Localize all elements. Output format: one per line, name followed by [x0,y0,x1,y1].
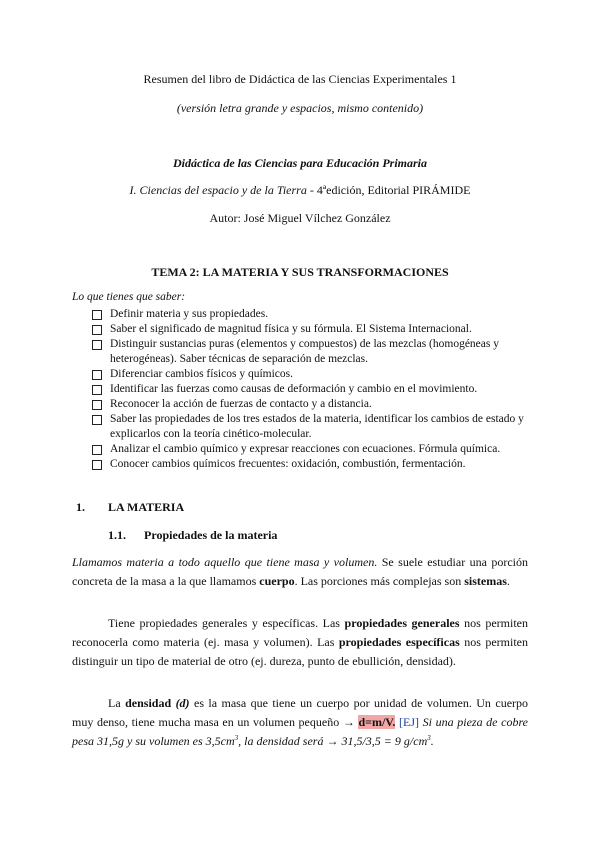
tema-title: TEMA 2: LA MATERIA Y SUS TRANSFORMACIONES [151,265,449,279]
subsection-number: 1.1. [108,528,126,542]
checklist-item [92,442,532,457]
example-sup-2: 3 [427,734,431,742]
para2-text-c: nos permiten distinguir un tipo de material de otro (ej. dureza, punto de ebullición, densidad). [72,635,528,668]
book-subtitle-rest: - 4ªedición, Editorial PIRÁMIDE [306,183,471,197]
checklist-item [92,307,532,322]
para1-text-c: . [506,574,510,588]
para2-bold-a: propiedades generales [344,616,460,630]
checklist-item [92,397,532,412]
book-subtitle-italic: I. Ciencias del espacio y de la Tierra [129,183,307,197]
checklist-item [92,412,532,442]
header-line-2: (versión letra grande y espacios, mismo contenido) [176,101,424,115]
para3-bold-a: densidad [125,696,172,710]
subsection-title: Propiedades de la materia [144,528,278,542]
checklist-item [92,382,532,397]
checklist-item [92,322,532,337]
checkbox-icon[interactable] [92,340,102,350]
checklist-item-text: Identificar las fuerzas como causas de deformación y cambio en el movimiento. [110,383,478,395]
para1-bold-a: cuerpo [259,574,295,588]
example-sup-1: 3 [234,734,239,742]
para1-text-a: Se suele estudiar una porción concreta de la masa a la que llamamos [72,555,529,588]
book-subtitle [0,183,600,198]
checkbox-icon[interactable] [92,310,102,320]
checklist [92,307,532,472]
checklist-item-text: Conocer cambios químicos frecuentes: oxidación, combustión, fermentación. [110,458,466,470]
checklist-intro: Lo que tienes que saber: [72,291,186,303]
para3-bold-ital: (d) [175,696,190,710]
para2-text-b: nos permiten reconocerla como materia (ej. masa y volumen). Las [72,616,528,649]
checkbox-icon[interactable] [92,400,102,410]
section-title: LA MATERIA [108,500,185,514]
checkbox-icon[interactable] [92,370,102,380]
checkbox-icon[interactable] [92,445,102,455]
paragraph-materia [72,553,528,591]
para2-text-a: Tiene propiedades generales y específicas. Las [108,616,345,630]
checklist-item [92,457,532,472]
checklist-item-text: Saber el significado de magnitud física y su fórmula. El Sistema Internacional. [110,323,472,335]
checklist-item-text: Definir materia y sus propiedades. [110,308,269,320]
example-text-a: Si una pieza de cobre pesa 31,5g y su volumen es 3,5cm [72,715,529,748]
density-formula: d=m/V. [358,715,396,729]
checkbox-icon[interactable] [92,415,102,425]
checklist-item [92,367,532,382]
example-text-b: , la densidad será → 31,5/3,5 = 9 g/cm [238,734,428,748]
checkbox-icon[interactable] [92,385,102,395]
checklist-item-text: Analizar el cambio químico y expresar reacciones con ecuaciones. Fórmula química. [110,443,501,455]
checklist-item-text: Distinguir sustancias puras (elementos y compuestos) de las mezclas (homogéneas y heterogéneas). Saber técnicas de separación de mezclas. [110,338,499,365]
checkbox-icon[interactable] [92,325,102,335]
book-title: Didáctica de las Ciencias para Educación Primaria [173,156,427,170]
paragraph-propiedades [72,614,528,671]
header-line-1: Resumen del libro de Didáctica de las Ciencias Experimentales 1 [143,72,457,86]
example-tag: [EJ] [399,715,420,729]
para1-bold-b: sistemas [464,574,507,588]
paragraph-densidad [72,694,528,751]
checklist-item-text: Diferenciar cambios físicos y químicos. [110,368,293,380]
section-number: 1. [76,500,85,514]
para1-italic: Llamamos materia a todo aquello que tiene masa y volumen. [72,555,378,569]
para3-text-a: La [108,696,126,710]
example-text-c: . [430,734,434,748]
para3-text-b: es la masa que tiene un cuerpo por unidad de volumen. Un cuerpo muy denso, tiene mucha masa en un volumen pequeño → [72,696,529,729]
para2-bold-b: propiedades específicas [338,635,460,649]
author-line: Autor: José Miguel Vílchez González [209,211,391,225]
checklist-item-text: Saber las propiedades de los tres estados de la materia, identificar los cambios de estado y explicarlos con la teoría cinético-molecular. [110,413,524,440]
para1-text-b: . Las porciones más complejas son [294,574,465,588]
checklist-item-text: Reconocer la acción de fuerzas de contacto y a distancia. [110,398,372,410]
checklist-item [92,337,532,367]
checkbox-icon[interactable] [92,460,102,470]
